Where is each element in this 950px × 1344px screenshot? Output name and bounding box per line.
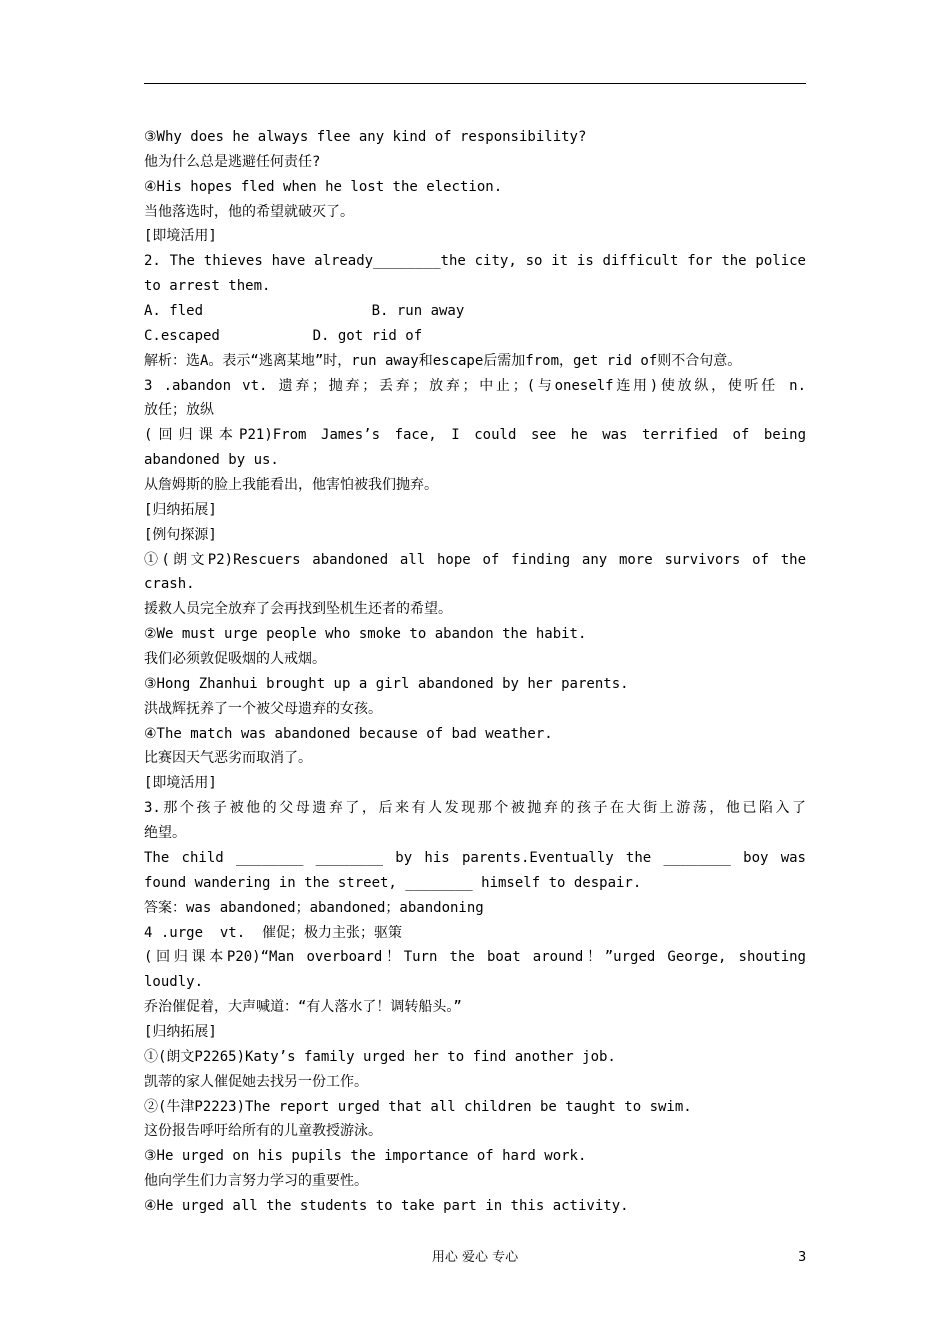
text-line: ③He urged on his pupils the importance of hard work. [144,1148,587,1165]
text-line: 4 .urge vt. 催促；极力主张；驱策 [144,924,403,941]
text-line: crash. [144,576,195,593]
text-line: (回归课本P20)“Man overboard！Turn the boat around！”urged George, shouting [144,949,806,966]
text-line: 比赛因天气恶劣而取消了。 [144,750,312,767]
text-line: 援救人员完全放弃了会再找到坠机生还者的希望。 [144,601,452,618]
text-line: abandoned by us. [144,452,279,469]
text-line: ②(牛津P2223)The report urged that all children be taught to swim. [144,1098,692,1115]
text-line: 3 .abandon vt. 遗弃；抛弃；丢弃；放弃；中止；(与oneself连用)使放纵，使听任 n. [144,377,806,394]
text-line: 乔治催促着，大声喊道：“有人落水了！调转船头。” [144,999,462,1016]
text-line: ③Hong Zhanhui brought up a girl abandoned by her parents. [144,675,629,692]
text-line: 从詹姆斯的脸上我能看出，他害怕被我们抛弃。 [144,477,438,494]
text-line: [即境活用] [144,775,217,792]
text-line: loudly. [144,974,204,991]
page-number: 3 [798,1250,807,1265]
text-line: 他为什么总是逃避任何责任? [144,153,321,170]
text-line: [即境活用] [144,228,217,245]
text-line: C.escaped D. got rid of [144,327,423,344]
document-body [144,125,806,1219]
text-line: 解析：选A。表示“逃离某地”时，run away和escape后需加from，get rid of则不合句意。 [144,352,742,369]
text-line: ①(朗文P2265)Katy’s family urged her to find another job. [144,1048,616,1065]
text-line: ①(朗文P2)Rescuers abandoned all hope of finding any more survivors of the [144,551,806,568]
text-line: [归纳拓展] [144,501,217,518]
text-line: (回归课本P21)From James’s face, I could see he was terrified of being [144,427,806,444]
text-line: ④His hopes fled when he lost the election. [144,178,503,195]
text-line: ④The match was abandoned because of bad weather. [144,725,553,742]
text-line: 这份报告呼吁给所有的儿童教授游泳。 [144,1123,382,1140]
text-line: 答案：was abandoned；abandoned；abandoning [144,899,484,916]
page-footer [0,1248,950,1268]
text-line: 绝望。 [144,825,186,842]
text-line: 放任；放纵 [144,402,214,419]
text-line: ③Why does he always flee any kind of responsibility? [144,129,587,145]
header-rule [144,83,806,84]
text-line: 我们必须敦促吸烟的人戒烟。 [144,651,326,668]
text-line: 2. The thieves have already________the city, so it is difficult for the police [144,253,806,270]
text-line: [例句探源] [144,526,217,543]
text-line: The child ________ ________ by his parents.Eventually the ________ boy was [144,849,806,866]
text-line: ④He urged all the students to take part in this activity. [144,1197,629,1214]
text-line: 当他落选时，他的希望就破灭了。 [144,203,354,220]
text-line: found wandering in the street, ________ himself to despair. [144,874,642,891]
footer-motto: 用心 爱心 专心 [431,1250,519,1265]
text-line: to arrest them. [144,278,271,295]
text-line: 凯蒂的家人催促她去找另一份工作。 [144,1073,368,1090]
text-line: 3.那个孩子被他的父母遗弃了，后来有人发现那个被抛弃的孩子在大街上游荡，他已陷入了 [144,800,806,817]
text-line: ②We must urge people who smoke to abandon the habit. [144,626,587,643]
text-line: A. fled B. run away [144,303,465,320]
text-line: 洪战辉抚养了一个被父母遗弃的女孩。 [144,700,382,717]
text-line: [归纳拓展] [144,1023,217,1040]
text-line: 他向学生们力言努力学习的重要性。 [144,1173,368,1190]
